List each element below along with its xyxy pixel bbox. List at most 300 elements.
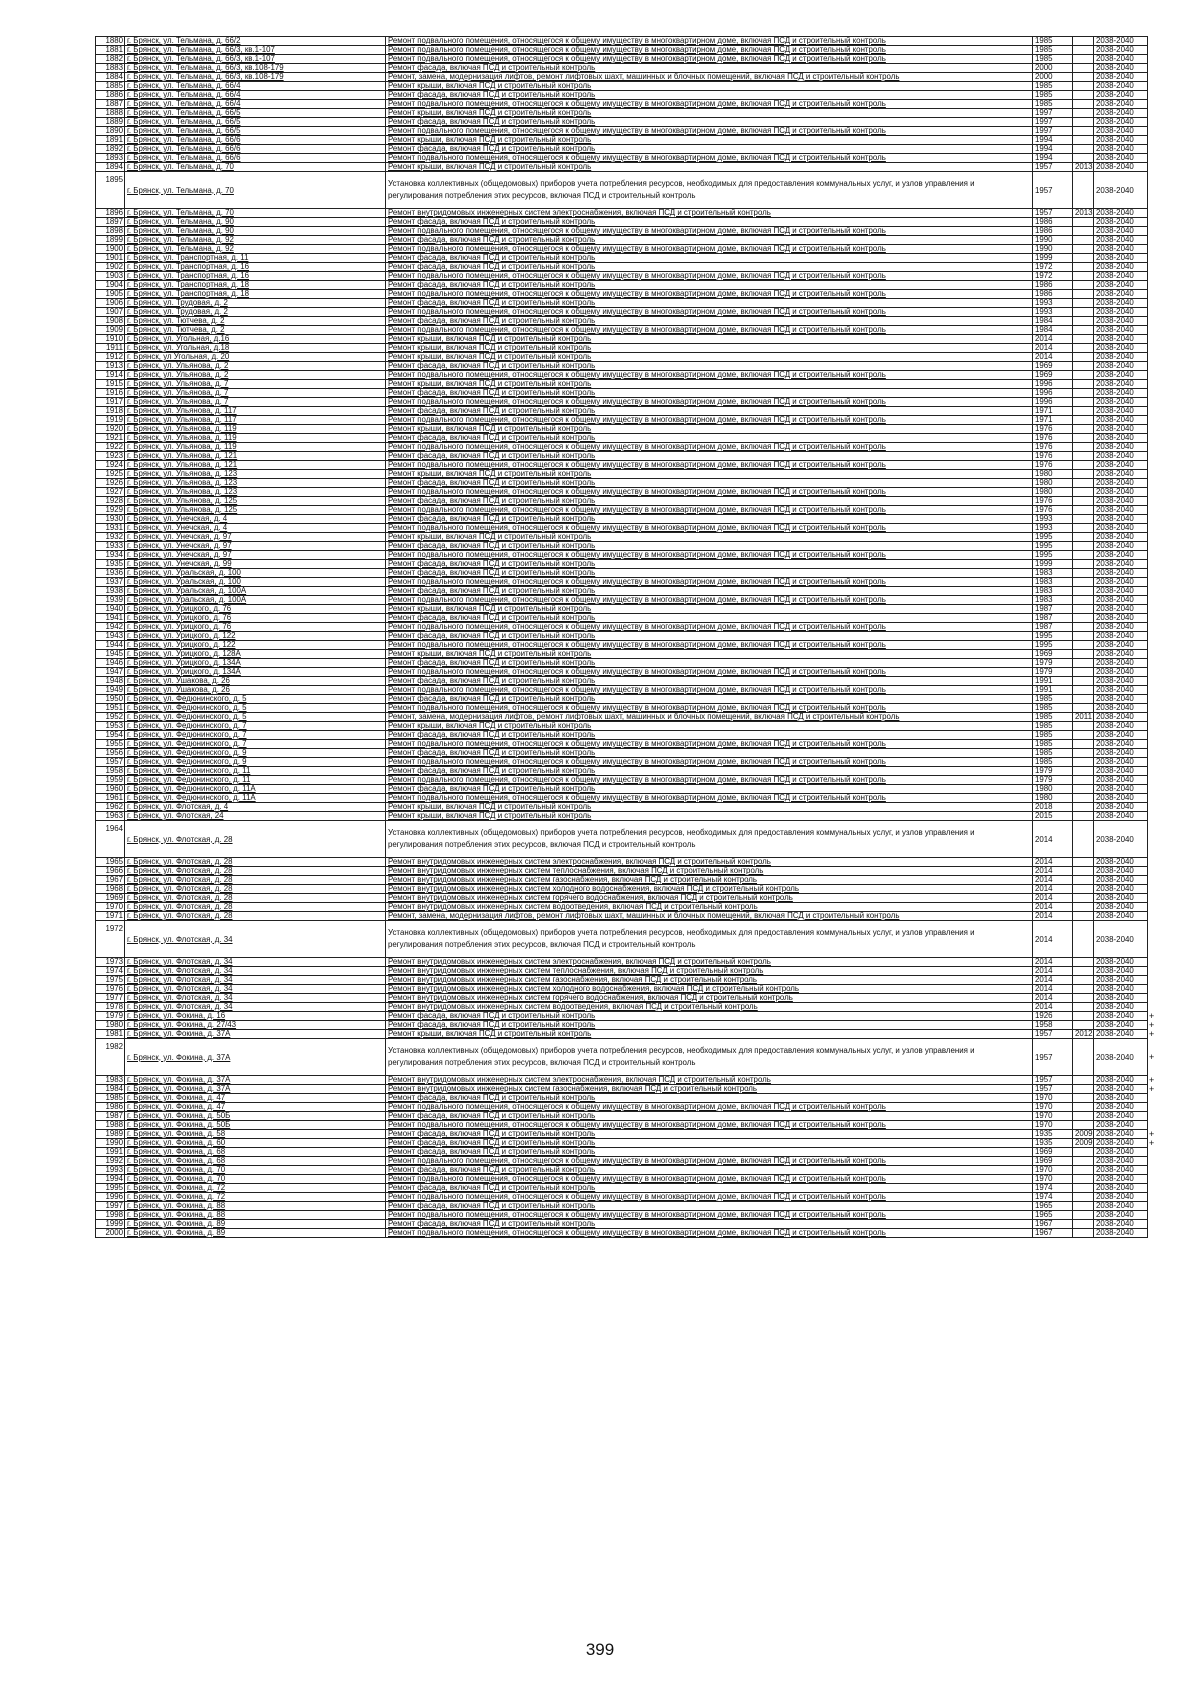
build-year-cell: 1967	[1033, 1220, 1073, 1229]
row-number: 1981	[96, 1030, 125, 1039]
planned-period-cell: 2038-2040	[1094, 695, 1148, 704]
last-repair-year-cell	[1073, 894, 1094, 903]
build-year-cell: 1986	[1033, 218, 1073, 227]
table-row	[96, 443, 1158, 452]
row-number: 1974	[96, 967, 125, 976]
work-type-cell: Ремонт крыши, включая ПСД и строительный контроль	[386, 1030, 1033, 1039]
mark-cell	[1148, 876, 1158, 885]
planned-period-cell: 2038-2040	[1094, 560, 1148, 569]
mark-cell	[1148, 1193, 1158, 1202]
address-cell: г. Брянск, ул. Фокина, д. 27/43	[125, 1021, 386, 1030]
table-row	[96, 127, 1158, 136]
table-row	[96, 867, 1158, 876]
planned-period-cell: 2038-2040	[1094, 1076, 1148, 1085]
row-number: 1931	[96, 524, 125, 533]
work-type-cell: Ремонт крыши, включая ПСД и строительный контроль	[386, 803, 1033, 812]
planned-period-cell: 2038-2040	[1094, 659, 1148, 668]
planned-period-cell: 2038-2040	[1094, 821, 1148, 858]
mark-cell	[1148, 434, 1158, 443]
table-row	[96, 299, 1158, 308]
build-year-cell: 2014	[1033, 821, 1073, 858]
last-repair-year-cell	[1073, 443, 1094, 452]
build-year-cell: 1970	[1033, 1094, 1073, 1103]
last-repair-year-cell	[1073, 605, 1094, 614]
address-cell: г. Брянск, ул. Тельмана, д. 66/5	[125, 109, 386, 118]
work-type-cell: Ремонт подвального помещения, относящегося к общему имуществу в многоквартирном доме, включая ПСД и строительный контроль	[386, 551, 1033, 560]
table-row	[96, 55, 1158, 64]
table-row	[96, 560, 1158, 569]
address-cell: г. Брянск, ул. Флотская, д. 28	[125, 885, 386, 894]
work-type-cell: Ремонт подвального помещения, относящегося к общему имуществу в многоквартирном доме, включая ПСД и строительный контроль	[386, 704, 1033, 713]
mark-cell	[1148, 1103, 1158, 1112]
build-year-cell: 1987	[1033, 623, 1073, 632]
last-repair-year-cell	[1073, 389, 1094, 398]
address-cell: г. Брянск, ул. Урицкого, д. 76	[125, 614, 386, 623]
last-repair-year-cell	[1073, 1229, 1094, 1238]
mark-cell	[1148, 479, 1158, 488]
planned-period-cell: 2038-2040	[1094, 985, 1148, 994]
build-year-cell: 2014	[1033, 912, 1073, 921]
row-number: 1899	[96, 236, 125, 245]
address-cell: г. Брянск, ул. Трудовая, д. 2	[125, 299, 386, 308]
last-repair-year-cell	[1073, 55, 1094, 64]
last-repair-year-cell	[1073, 758, 1094, 767]
planned-period-cell: 2038-2040	[1094, 416, 1148, 425]
address-cell: г. Брянск, ул. Унечская, д. 97	[125, 542, 386, 551]
row-number: 1952	[96, 713, 125, 722]
table-row	[96, 524, 1158, 533]
row-number: 1987	[96, 1112, 125, 1121]
row-number: 1982	[96, 1039, 125, 1076]
work-type-cell: Ремонт внутридомовых инженерных систем водоотведения, включая ПСД и строительный контроль	[386, 903, 1033, 912]
address-cell: г. Брянск, ул. Ульянова, д. 117	[125, 407, 386, 416]
row-number: 1999	[96, 1220, 125, 1229]
address-cell: г. Брянск, ул. Флотская, д. 34	[125, 994, 386, 1003]
table-row	[96, 371, 1158, 380]
build-year-cell: 1976	[1033, 497, 1073, 506]
planned-period-cell: 2038-2040	[1094, 578, 1148, 587]
planned-period-cell: 2038-2040	[1094, 497, 1148, 506]
planned-period-cell: 2038-2040	[1094, 488, 1148, 497]
row-number: 1919	[96, 416, 125, 425]
table-row	[96, 542, 1158, 551]
last-repair-year-cell	[1073, 803, 1094, 812]
work-type-cell: Ремонт подвального помещения, относящегося к общему имуществу в многоквартирном доме, включая ПСД и строительный контроль	[386, 443, 1033, 452]
planned-period-cell: 2038-2040	[1094, 1112, 1148, 1121]
planned-period-cell: 2038-2040	[1094, 894, 1148, 903]
address-cell: г. Брянск, ул. Ульянова, д. 2	[125, 371, 386, 380]
table-row	[96, 1112, 1158, 1121]
last-repair-year-cell	[1073, 452, 1094, 461]
row-number: 1985	[96, 1094, 125, 1103]
mark-cell	[1148, 425, 1158, 434]
table-row	[96, 46, 1158, 55]
address-cell: г. Брянск, ул. Флотская, д. 34	[125, 976, 386, 985]
row-number: 1977	[96, 994, 125, 1003]
address-cell: г. Брянск, ул. Фокина, д. 58	[125, 1130, 386, 1139]
last-repair-year-cell	[1073, 100, 1094, 109]
row-number: 1937	[96, 578, 125, 587]
last-repair-year-cell	[1073, 578, 1094, 587]
last-repair-year-cell	[1073, 227, 1094, 236]
last-repair-year-cell	[1073, 921, 1094, 958]
planned-period-cell: 2038-2040	[1094, 55, 1148, 64]
planned-period-cell: 2038-2040	[1094, 91, 1148, 100]
last-repair-year-cell	[1073, 470, 1094, 479]
last-repair-year-cell	[1073, 641, 1094, 650]
table-row	[96, 1030, 1158, 1039]
mark-cell	[1148, 335, 1158, 344]
build-year-cell: 1983	[1033, 569, 1073, 578]
mark-cell	[1148, 470, 1158, 479]
table-row	[96, 497, 1158, 506]
row-number: 1887	[96, 100, 125, 109]
row-number: 1907	[96, 308, 125, 317]
address-cell: г. Брянск, ул. Ульянова, д. 125	[125, 506, 386, 515]
planned-period-cell: 2038-2040	[1094, 154, 1148, 163]
table-row	[96, 335, 1158, 344]
table-row	[96, 236, 1158, 245]
work-type-cell: Ремонт подвального помещения, относящегося к общему имуществу в многоквартирном доме, включая ПСД и строительный контроль	[386, 758, 1033, 767]
address-cell: г. Брянск, ул. Угольная, д.18	[125, 344, 386, 353]
mark-cell	[1148, 371, 1158, 380]
mark-cell	[1148, 172, 1158, 209]
work-type-cell: Ремонт фасада, включая ПСД и строительный контроль	[386, 1112, 1033, 1121]
mark-cell	[1148, 91, 1158, 100]
row-number: 1998	[96, 1211, 125, 1220]
mark-cell	[1148, 227, 1158, 236]
mark-cell	[1148, 695, 1158, 704]
work-type-cell: Ремонт крыши, включая ПСД и строительный контроль	[386, 335, 1033, 344]
table-row	[96, 1202, 1158, 1211]
row-number: 1922	[96, 443, 125, 452]
build-year-cell: 1985	[1033, 740, 1073, 749]
last-repair-year-cell	[1073, 37, 1094, 46]
build-year-cell: 1985	[1033, 704, 1073, 713]
planned-period-cell: 2038-2040	[1094, 885, 1148, 894]
mark-cell	[1148, 1202, 1158, 1211]
address-cell: г. Брянск, ул. Тельмана, д. 66/5	[125, 127, 386, 136]
work-type-cell: Ремонт подвального помещения, относящегося к общему имуществу в многоквартирном доме, включая ПСД и строительный контроль	[386, 100, 1033, 109]
row-number: 1956	[96, 749, 125, 758]
build-year-cell: 1993	[1033, 308, 1073, 317]
mark-cell	[1148, 731, 1158, 740]
mark-cell	[1148, 794, 1158, 803]
last-repair-year-cell	[1073, 218, 1094, 227]
last-repair-year-cell	[1073, 876, 1094, 885]
last-repair-year-cell	[1073, 524, 1094, 533]
work-type-cell: Ремонт крыши, включая ПСД и строительный контроль	[386, 650, 1033, 659]
address-cell: г. Брянск, ул. Ульянова, д. 123	[125, 470, 386, 479]
address-cell: г. Брянск, ул. Фокина, д. 89	[125, 1229, 386, 1238]
row-number: 1988	[96, 1121, 125, 1130]
mark-cell	[1148, 1229, 1158, 1238]
address-cell: г. Брянск, ул. Фокина, д. 70	[125, 1175, 386, 1184]
row-number: 1950	[96, 695, 125, 704]
address-cell: г. Брянск, ул. Флотская, д. 34	[125, 1003, 386, 1012]
mark-cell	[1148, 46, 1158, 55]
address-cell: г. Брянск, ул. Тельмана, д. 70	[125, 209, 386, 218]
row-number: 1960	[96, 785, 125, 794]
planned-period-cell: 2038-2040	[1094, 308, 1148, 317]
row-number: 1947	[96, 668, 125, 677]
table-row	[96, 1175, 1158, 1184]
mark-cell	[1148, 976, 1158, 985]
table-row	[96, 803, 1158, 812]
work-type-cell: Ремонт подвального помещения, относящегося к общему имуществу в многоквартирном доме, включая ПСД и строительный контроль	[386, 623, 1033, 632]
mark-cell	[1148, 290, 1158, 299]
build-year-cell: 1993	[1033, 515, 1073, 524]
table-row	[96, 713, 1158, 722]
last-repair-year-cell	[1073, 371, 1094, 380]
row-number: 1891	[96, 136, 125, 145]
address-cell: г. Брянск, ул. Унечская, д. 97	[125, 533, 386, 542]
table-row	[96, 209, 1158, 218]
mark-cell	[1148, 596, 1158, 605]
row-number: 1951	[96, 704, 125, 713]
mark-cell	[1148, 55, 1158, 64]
work-type-cell: Ремонт подвального помещения, относящегося к общему имуществу в многоквартирном доме, включая ПСД и строительный контроль	[386, 272, 1033, 281]
row-number: 1939	[96, 596, 125, 605]
build-year-cell: 1970	[1033, 1121, 1073, 1130]
build-year-cell: 1991	[1033, 677, 1073, 686]
planned-period-cell: 2038-2040	[1094, 434, 1148, 443]
address-cell: г. Брянск, ул. Флотская, д. 28	[125, 912, 386, 921]
planned-period-cell: 2038-2040	[1094, 389, 1148, 398]
repair-schedule-table	[95, 36, 1158, 1238]
row-number: 1959	[96, 776, 125, 785]
build-year-cell: 1985	[1033, 100, 1073, 109]
build-year-cell: 2014	[1033, 1003, 1073, 1012]
work-type-cell: Ремонт фасада, включая ПСД и строительный контроль	[386, 677, 1033, 686]
last-repair-year-cell	[1073, 533, 1094, 542]
address-cell: г. Брянск, ул. Урицкого, д. 134А	[125, 668, 386, 677]
address-cell: г. Брянск, ул. Флотская, д. 28	[125, 858, 386, 867]
table-row	[96, 885, 1158, 894]
row-number: 1929	[96, 506, 125, 515]
address-cell: г. Брянск, ул. Фокина, д. 68	[125, 1148, 386, 1157]
work-type-cell: Установка коллективных (общедомовых) приборов учета потребления ресурсов, необходимых для предоставления коммунальных услуг, и узлов управления и регулирования потребления этих ресурсов, включая ПСД и строительный контроль	[386, 172, 1033, 209]
mark-cell	[1148, 1166, 1158, 1175]
planned-period-cell: 2038-2040	[1094, 326, 1148, 335]
build-year-cell: 2000	[1033, 64, 1073, 73]
address-cell: г. Брянск, ул. Тельмана, д. 66/6	[125, 145, 386, 154]
build-year-cell: 1974	[1033, 1184, 1073, 1193]
planned-period-cell: 2038-2040	[1094, 632, 1148, 641]
build-year-cell: 1976	[1033, 452, 1073, 461]
row-number: 1990	[96, 1139, 125, 1148]
build-year-cell: 1986	[1033, 281, 1073, 290]
address-cell: г. Брянск, ул. Фокина, д. 37А	[125, 1076, 386, 1085]
table-row	[96, 1121, 1158, 1130]
table-row	[96, 1003, 1158, 1012]
last-repair-year-cell	[1073, 461, 1094, 470]
planned-period-cell: 2038-2040	[1094, 46, 1148, 55]
row-number: 1914	[96, 371, 125, 380]
last-repair-year-cell	[1073, 695, 1094, 704]
build-year-cell: 1984	[1033, 317, 1073, 326]
address-cell: г. Брянск, ул. Флотская, д. 34	[125, 985, 386, 994]
row-number: 1896	[96, 209, 125, 218]
table-row	[96, 1157, 1158, 1166]
address-cell: г. Брянск, ул. Тельмана, д. 92	[125, 245, 386, 254]
last-repair-year-cell	[1073, 281, 1094, 290]
table-row	[96, 551, 1158, 560]
table-row	[96, 488, 1158, 497]
mark-cell	[1148, 967, 1158, 976]
planned-period-cell: 2038-2040	[1094, 903, 1148, 912]
table-row	[96, 976, 1158, 985]
row-number: 1928	[96, 497, 125, 506]
table-row	[96, 254, 1158, 263]
last-repair-year-cell	[1073, 154, 1094, 163]
planned-period-cell: 2038-2040	[1094, 172, 1148, 209]
address-cell: г. Брянск, ул. Транспортная, д. 18	[125, 281, 386, 290]
mark-cell	[1148, 867, 1158, 876]
row-number: 1895	[96, 172, 125, 209]
planned-period-cell: 2038-2040	[1094, 1148, 1148, 1157]
work-type-cell: Ремонт подвального помещения, относящегося к общему имуществу в многоквартирном доме, включая ПСД и строительный контроль	[386, 461, 1033, 470]
mark-cell	[1148, 254, 1158, 263]
table-row	[96, 479, 1158, 488]
table-row	[96, 623, 1158, 632]
address-cell: г. Брянск, ул. Ульянова, д. 123	[125, 479, 386, 488]
build-year-cell: 2014	[1033, 976, 1073, 985]
build-year-cell: 1970	[1033, 1103, 1073, 1112]
planned-period-cell: 2038-2040	[1094, 245, 1148, 254]
row-number: 1983	[96, 1076, 125, 1085]
work-type-cell: Ремонт внутридомовых инженерных систем газоснабжения, включая ПСД и строительный контроль	[386, 1085, 1033, 1094]
mark-cell	[1148, 812, 1158, 821]
work-type-cell: Ремонт фасада, включая ПСД и строительный контроль	[386, 299, 1033, 308]
work-type-cell: Ремонт подвального помещения, относящегося к общему имуществу в многоквартирном доме, включая ПСД и строительный контроль	[386, 740, 1033, 749]
last-repair-year-cell	[1073, 1148, 1094, 1157]
work-type-cell: Ремонт подвального помещения, относящегося к общему имуществу в многоквартирном доме, включая ПСД и строительный контроль	[386, 371, 1033, 380]
last-repair-year-cell	[1073, 812, 1094, 821]
mark-cell	[1148, 524, 1158, 533]
address-cell: г. Брянск, ул. Флотская, д. 28	[125, 821, 386, 858]
mark-cell	[1148, 100, 1158, 109]
address-cell: г. Брянск, ул. Федюнинского, д. 5	[125, 713, 386, 722]
table-row	[96, 686, 1158, 695]
work-type-cell: Ремонт фасада, включая ПСД и строительный контроль	[386, 497, 1033, 506]
mark-cell	[1148, 994, 1158, 1003]
planned-period-cell: 2038-2040	[1094, 362, 1148, 371]
last-repair-year-cell	[1073, 1193, 1094, 1202]
last-repair-year-cell	[1073, 623, 1094, 632]
row-number: 1969	[96, 894, 125, 903]
build-year-cell: 1997	[1033, 127, 1073, 136]
build-year-cell: 1995	[1033, 641, 1073, 650]
row-number: 1994	[96, 1175, 125, 1184]
last-repair-year-cell	[1073, 136, 1094, 145]
address-cell: г. Брянск, ул. Флотская, д. 28	[125, 876, 386, 885]
build-year-cell: 1969	[1033, 1148, 1073, 1157]
row-number: 1926	[96, 479, 125, 488]
address-cell: г. Брянск, ул. Транспортная, д. 16	[125, 263, 386, 272]
work-type-cell: Ремонт крыши, включая ПСД и строительный контроль	[386, 425, 1033, 434]
planned-period-cell: 2038-2040	[1094, 73, 1148, 82]
row-number: 1984	[96, 1085, 125, 1094]
mark-cell	[1148, 1184, 1158, 1193]
address-cell: г. Брянск, ул. Уральская, д. 100А	[125, 596, 386, 605]
mark-cell	[1148, 127, 1158, 136]
planned-period-cell: 2038-2040	[1094, 371, 1148, 380]
mark-cell	[1148, 82, 1158, 91]
last-repair-year-cell	[1073, 290, 1094, 299]
last-repair-year-cell	[1073, 1220, 1094, 1229]
table-row	[96, 858, 1158, 867]
last-repair-year-cell	[1073, 1202, 1094, 1211]
last-repair-year-cell	[1073, 64, 1094, 73]
address-cell: г. Брянск, ул. Ульянова, д. 125	[125, 497, 386, 506]
work-type-cell: Ремонт фасада, включая ПСД и строительный контроль	[386, 64, 1033, 73]
row-number: 1933	[96, 542, 125, 551]
planned-period-cell: 2038-2040	[1094, 740, 1148, 749]
work-type-cell: Ремонт фасада, включая ПСД и строительный контроль	[386, 1166, 1033, 1175]
planned-period-cell: 2038-2040	[1094, 1229, 1148, 1238]
planned-period-cell: 2038-2040	[1094, 461, 1148, 470]
table-row	[96, 136, 1158, 145]
last-repair-year-cell	[1073, 109, 1094, 118]
address-cell: г. Брянск, ул. Флотская, д. 28	[125, 903, 386, 912]
address-cell: г. Брянск, ул. Тютчева, д. 2	[125, 317, 386, 326]
mark-cell	[1148, 569, 1158, 578]
build-year-cell: 1958	[1033, 1021, 1073, 1030]
work-type-cell: Ремонт фасада, включая ПСД и строительный контроль	[386, 1094, 1033, 1103]
planned-period-cell: 2038-2040	[1094, 1121, 1148, 1130]
mark-cell	[1148, 154, 1158, 163]
table-row	[96, 272, 1158, 281]
row-number: 1972	[96, 921, 125, 958]
address-cell: г. Брянск, ул. Тельмана, д. 66/6	[125, 136, 386, 145]
planned-period-cell: 2038-2040	[1094, 1130, 1148, 1139]
build-year-cell: 1979	[1033, 776, 1073, 785]
mark-cell	[1148, 587, 1158, 596]
table-row	[96, 894, 1158, 903]
row-number: 1894	[96, 163, 125, 172]
mark-cell	[1148, 785, 1158, 794]
planned-period-cell: 2038-2040	[1094, 994, 1148, 1003]
row-number: 1897	[96, 218, 125, 227]
address-cell: г. Брянск, ул. Уральская, д. 100	[125, 578, 386, 587]
work-type-cell: Ремонт фасада, включая ПСД и строительный контроль	[386, 317, 1033, 326]
planned-period-cell: 2038-2040	[1094, 127, 1148, 136]
mark-cell	[1148, 245, 1158, 254]
last-repair-year-cell	[1073, 967, 1094, 976]
planned-period-cell: 2038-2040	[1094, 1184, 1148, 1193]
row-number: 1941	[96, 614, 125, 623]
build-year-cell: 1972	[1033, 263, 1073, 272]
address-cell: г. Брянск, ул Угольная, д. 20	[125, 353, 386, 362]
planned-period-cell: 2038-2040	[1094, 236, 1148, 245]
build-year-cell: 1999	[1033, 560, 1073, 569]
table-row	[96, 1076, 1158, 1085]
last-repair-year-cell	[1073, 614, 1094, 623]
last-repair-year-cell	[1073, 749, 1094, 758]
row-number: 1901	[96, 254, 125, 263]
planned-period-cell: 2038-2040	[1094, 767, 1148, 776]
build-year-cell: 1969	[1033, 650, 1073, 659]
table-row	[96, 1021, 1158, 1030]
last-repair-year-cell	[1073, 263, 1094, 272]
row-number: 1938	[96, 587, 125, 596]
last-repair-year-cell	[1073, 1012, 1094, 1021]
work-type-cell: Ремонт фасада, включая ПСД и строительный контроль	[386, 1130, 1033, 1139]
work-type-cell: Ремонт фасада, включая ПСД и строительный контроль	[386, 749, 1033, 758]
mark-cell	[1148, 263, 1158, 272]
address-cell: г. Брянск, ул. Угольная, д.16	[125, 335, 386, 344]
